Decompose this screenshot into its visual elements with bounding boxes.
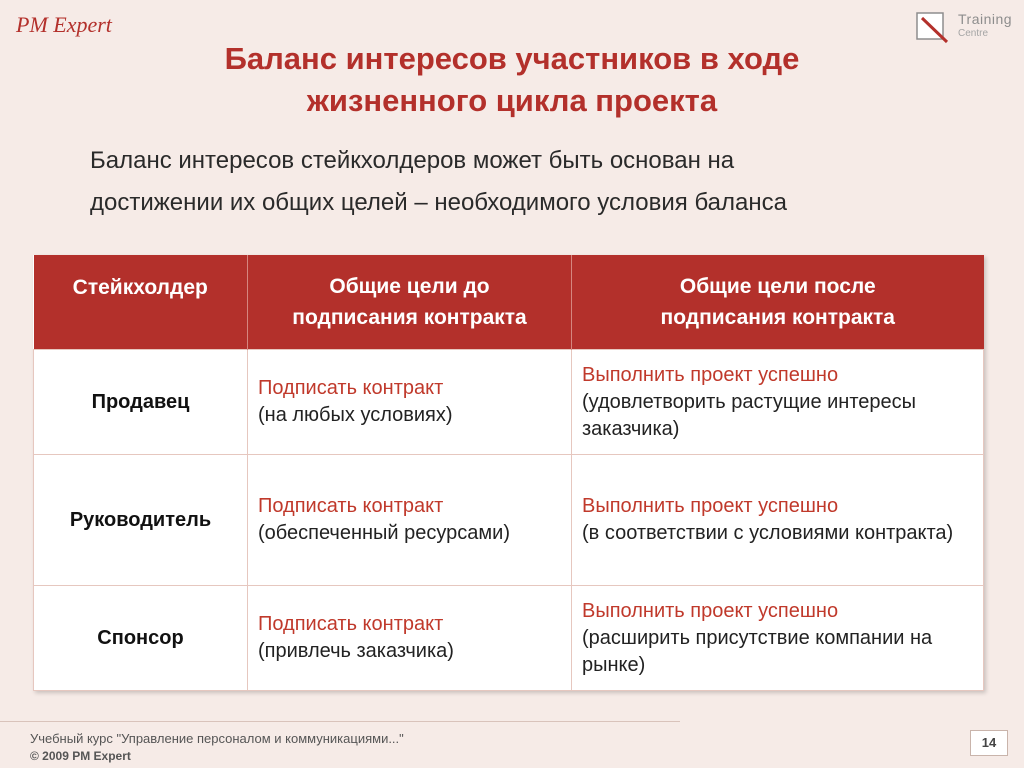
before-note: (привлечь заказчика) <box>258 640 454 662</box>
before-goal-cell <box>248 350 572 455</box>
table-row <box>34 350 984 455</box>
logo-line1: Training <box>958 11 1013 27</box>
before-goal: Подписать контракт <box>258 377 444 399</box>
before-goal-cell <box>248 586 572 691</box>
before-note: (на любых условиях) <box>258 404 453 426</box>
after-goal: Выполнить проект успешно <box>582 599 839 622</box>
stakeholder-cell: Спонсор <box>34 586 248 691</box>
header-goals-before: Общие цели до подписания контракта <box>248 255 572 350</box>
footer-copyright: © 2009 PM Expert <box>30 749 131 763</box>
training-centre-logo <box>916 12 1016 46</box>
logo-line2: Centre <box>958 28 989 39</box>
header-stakeholder: Стейкхолдер <box>34 255 248 350</box>
after-goal: Выполнить проект успешно <box>582 495 839 517</box>
page-number: 14 <box>970 730 1008 756</box>
after-note: (расширить присутствие компании на рынке) <box>582 626 933 676</box>
after-note: (в соответствии с условиями контракта) <box>582 522 954 544</box>
table-header-row <box>34 255 984 350</box>
brand-logo-text: PM Expert <box>16 12 112 37</box>
subtitle <box>90 140 950 224</box>
before-goal: Подписать контракт <box>258 613 444 635</box>
before-note: (обеспеченный ресурсами) <box>258 522 511 544</box>
table-row <box>34 586 984 691</box>
before-goal-cell <box>248 455 572 586</box>
subtitle-line1: Баланс интересов стейкхолдеров может быть основан на <box>90 147 735 174</box>
after-goal-cell <box>572 586 984 691</box>
after-goal-cell <box>572 350 984 455</box>
before-goal: Подписать контракт <box>258 495 444 517</box>
subtitle-line2: достижении их общих целей – необходимого условия баланса <box>90 189 787 216</box>
footer-divider <box>0 721 680 722</box>
page-title <box>100 38 924 122</box>
after-note: (удовлетворить растущие интересы заказчика) <box>582 390 917 440</box>
table-row <box>34 455 984 586</box>
after-goal-cell <box>572 455 984 586</box>
after-goal: Выполнить проект успешно <box>582 363 839 386</box>
header-goals-after: Общие цели после подписания контракта <box>572 255 984 350</box>
stakeholder-goals-table <box>33 255 984 691</box>
stakeholder-cell: Продавец <box>34 350 248 455</box>
footer-course: Учебный курс "Управление персоналом и коммуникациями..." <box>30 731 404 746</box>
page-title-line1: Баланс интересов участников в ходе <box>224 41 800 76</box>
stakeholder-cell: Руководитель <box>34 455 248 586</box>
page-title-line2: жизненного цикла проекта <box>306 83 718 118</box>
